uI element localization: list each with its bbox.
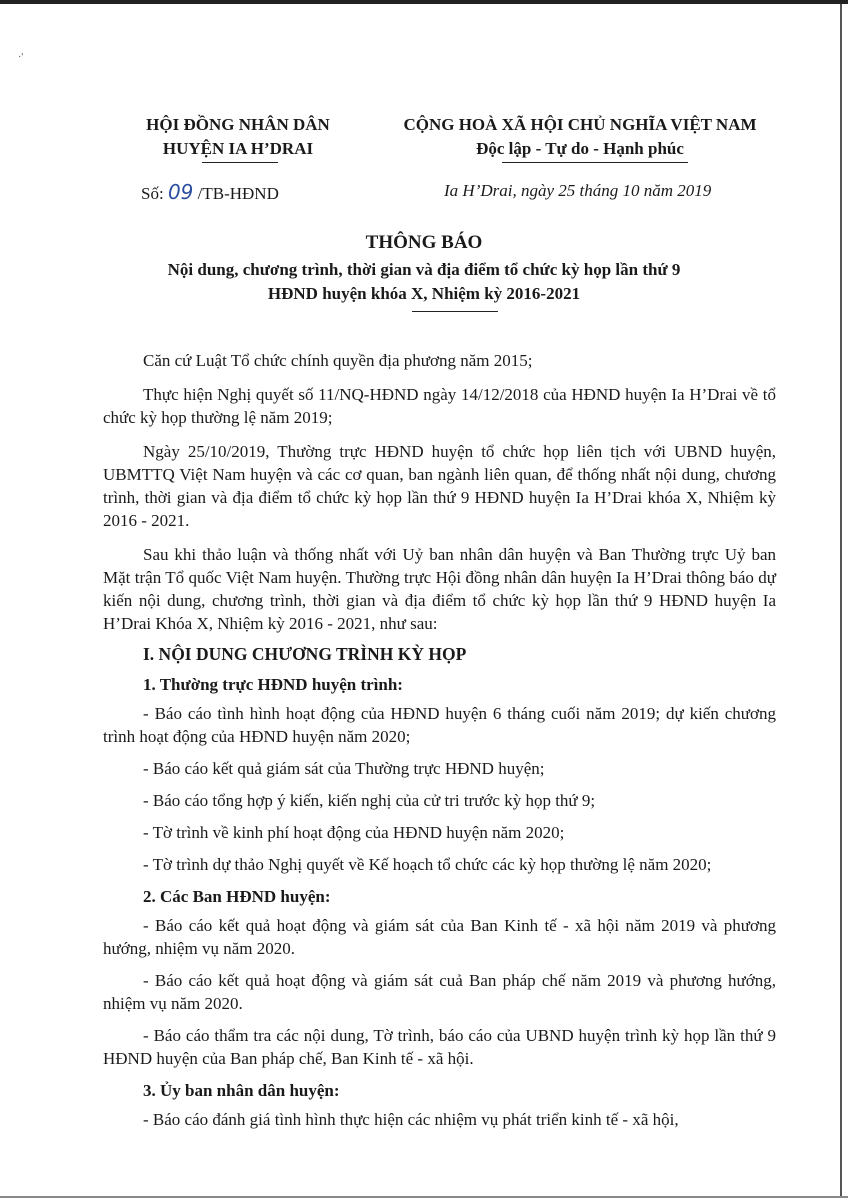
paragraph: Thực hiện Nghị quyết số 11/NQ-HĐND ngày 14/12/2018 của HĐND huyện Ia H’Drai về tổ chức kỳ họp thường lệ năm 2019; (103, 385, 776, 427)
list-item: - Báo cáo đánh giá tình hình thực hiện các nhiệm vụ phát triển kinh tế - xã hội, (143, 1110, 679, 1129)
paragraph: Ngày 25/10/2019, Thường trực HĐND huyện tổ chức họp liên tịch với UBND huyện, UBMTTQ Việt Nam huyện và các cơ quan, ban ngành liên quan, để thống nhất nội dung, chương trình, thời gian và địa điểm tổ chức kỳ họp lần thứ 9 HĐND huyện Ia H’Drai khóa X, Nhiệm kỳ 2016 - 2021. (103, 442, 776, 530)
list-item: - Báo cáo kết quả hoạt động và giám sát cuả Ban pháp chế năm 2019 và phương hướng, nhiệm vụ năm 2020. (103, 971, 776, 1013)
doc-number-handwritten: 09 (167, 180, 194, 204)
list-item: - Báo cáo kết quả hoạt động và giám sát của Ban Kinh tế - xã hội năm 2019 và phương hướng, nhiệm vụ năm 2020. (103, 916, 776, 958)
scan-speck: ·' (18, 52, 24, 63)
title-line-1: THÔNG BÁO (365, 232, 483, 253)
motto: Độc lập - Tự do - Hạnh phúc (476, 139, 684, 158)
doc-number-prefix: Số: (141, 184, 164, 203)
subsection-heading: 1. Thường trực HĐND huyện trình: (143, 675, 403, 694)
list-item: - Tờ trình dự thảo Nghị quyết về Kế hoạch tổ chức các kỳ họp thường lệ năm 2020; (143, 855, 712, 874)
issuing-organization (118, 113, 358, 161)
paragraph: Căn cứ Luật Tổ chức chính quyền địa phương năm 2015; (143, 351, 533, 370)
document-number (141, 180, 279, 204)
list-item: - Tờ trình về kinh phí hoạt động của HĐND huyện năm 2020; (143, 823, 565, 842)
org-underline (202, 162, 278, 163)
org-line-1: HỘI ĐỒNG NHÂN DÂN (146, 115, 330, 134)
place-and-date: Ia H’Drai, ngày 25 tháng 10 năm 2019 (444, 181, 712, 200)
doc-number-suffix: /TB-HĐND (197, 184, 279, 203)
subsection-heading: 3. Ủy ban nhân dân huyện: (143, 1081, 340, 1100)
paragraph: Sau khi thảo luận và thống nhất với Uỷ ban nhân dân huyện và Ban Thường trực Uỷ ban Mặt trận Tổ quốc Việt Nam huyện. Thường trực Hội đồng nhân dân huyện Ia H’Drai thông báo dự kiến nội dung, chương trình, thời gian và địa điểm tổ chức kỳ họp lần thứ 9 HĐND huyện Ia H’Drai Khóa X, Nhiệm kỳ 2016 - 2021, như sau: (103, 545, 776, 633)
title-underline (412, 311, 498, 312)
country-name: CỘNG HOÀ XÃ HỘI CHỦ NGHĨA VIỆT NAM (403, 115, 757, 134)
scan-right-border (840, 4, 842, 1196)
scan-top-border (0, 0, 848, 4)
national-motto (370, 113, 790, 161)
list-item: - Báo cáo tình hình hoạt động của HĐND huyện 6 tháng cuối năm 2019; dự kiến chương trình hoạt động của HĐND huyện năm 2020; (103, 704, 776, 746)
list-item: - Báo cáo thẩm tra các nội dung, Tờ trình, báo cáo của UBND huyện trình kỳ họp lần thứ 9 HĐND huyện của Ban pháp chế, Ban Kinh tế - xã hội. (103, 1026, 776, 1068)
list-item: - Báo cáo tổng hợp ý kiến, kiến nghị của cử tri trước kỳ họp thứ 9; (143, 791, 596, 810)
document-title (0, 230, 848, 306)
list-item: - Báo cáo kết quả giám sát của Thường trực HĐND huyện; (143, 759, 545, 778)
motto-underline (502, 162, 688, 163)
document-body (103, 349, 776, 1140)
subsection-heading: 2. Các Ban HĐND huyện: (143, 887, 331, 906)
title-line-2: Nội dung, chương trình, thời gian và địa điểm tổ chức kỳ họp lần thứ 9 (167, 260, 681, 279)
section-heading: I. NỘI DUNG CHƯƠNG TRÌNH KỲ HỌP (143, 644, 467, 664)
scan-bottom-border (0, 1196, 848, 1198)
org-line-2: HUYỆN IA H’DRAI (162, 139, 314, 158)
title-line-3: HĐND huyện khóa X, Nhiệm kỳ 2016-2021 (267, 284, 581, 303)
